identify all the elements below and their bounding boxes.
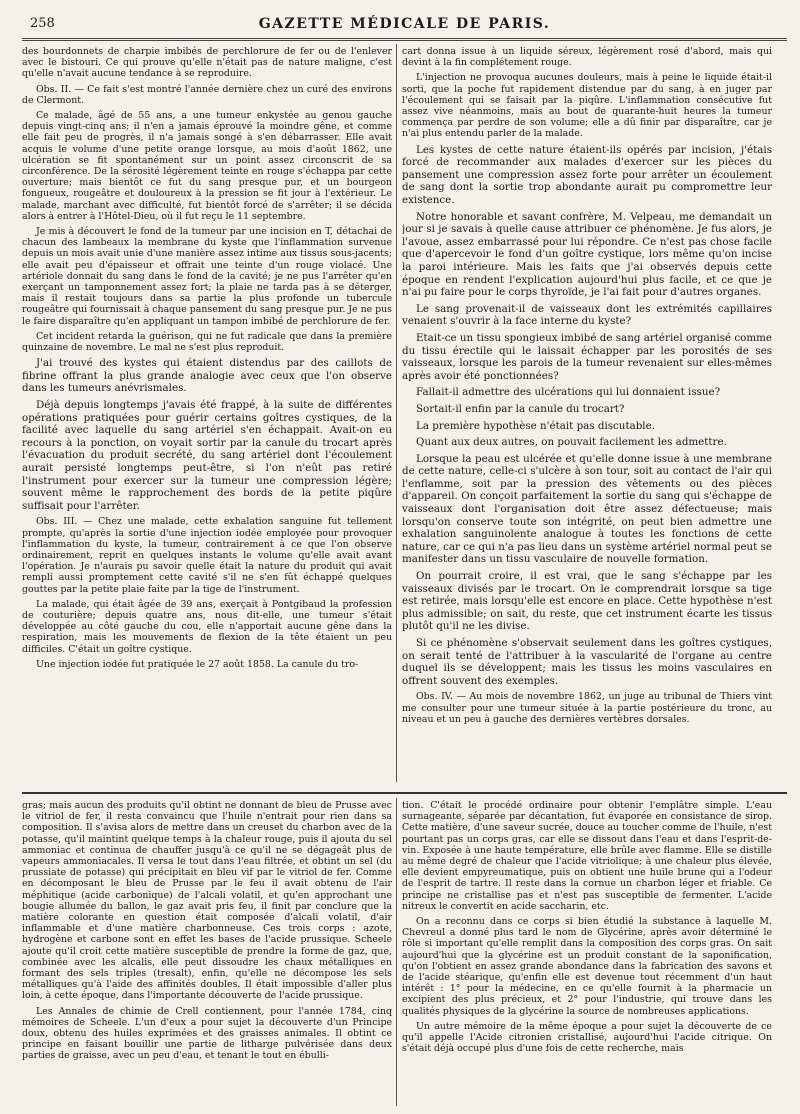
paragraph: La première hypothèse n'était pas discutable. bbox=[416, 419, 655, 432]
column-divider-bottom bbox=[396, 798, 397, 1106]
paragraph: Les kystes de cette nature étaient-ils opérés par incision, j'étais forcé de recommander aux malades d'exercer sur les pièces du pansement une compression assez forte pour arrêter un écoulement de sang dont la sortie trop abondante aurait pu compromettre leur existence. bbox=[402, 143, 772, 206]
obs-paragraph: Obs. IV. — Au mois de novembre 1862, un juge au tribunal de Thiers vint me consulter pour une tumeur située à la partie postérieure du tronc, au niveau et un peu à gauche des dernières vertèbres dorsales. bbox=[402, 691, 772, 725]
paragraph: Quant aux deux autres, on pouvait facilement les admettre. bbox=[416, 436, 727, 449]
paragraph: Lorsque la peau est ulcérée et qu'elle donne issue à une membrane de cette nature, celle-ci s'ulcère à son tour, soit au contact de l'air qui l'enflamme, soit par la pression des vêtements ou des pièces d'appareil. On conçoit parfaitement la sortie du sang qui s'échappe de vaisseaux dont l'organisation doit être assez défectueuse; mais lorsqu'on conserve toute son intégrité, on peut bien admettre une exhalation sanguinolente analogue à toutes les fonctions de cette nature, car ce qui n'a pas lieu dans un système artériel normal peut se manifester dans un tissu vasculaire de nouvelle formation. bbox=[402, 452, 772, 566]
bottom-right-column bbox=[402, 800, 772, 1106]
header-rule bbox=[22, 38, 787, 39]
top-left-column bbox=[22, 46, 392, 776]
header-rule-double bbox=[22, 40, 787, 41]
column-divider bbox=[396, 44, 397, 782]
paragraph: Sortait-il enfin par la canule du trocart? bbox=[416, 402, 625, 415]
paragraph: des bourdonnets de charpie imbibés de perchlorure de fer ou de l'enlever avec le bistouri. Ce qui prouve qu'elle n'était pas de nature maligne, c'est qu'elle n'avait aucune tendance à se reproduire. bbox=[22, 46, 392, 80]
obs-paragraph: Obs. III. — Chez une malade, cette exhalation sanguine fut tellement prompte, qu'après la sortie d'une injection iodée employée pour provoquer l'inflammation du kyste, la tumeur, contrairement à ce que l'on observe ordinairement, reprit en quelques instants le volume qu'elle avait avant l'opération. Je n'aurais pu savoir quelle était la nature du produit qui avait rempli aussi promptement cette cavité s'il ne s'en fût échappé quelques gouttes par la petite plaie faite par la tige de l'instrument. bbox=[22, 516, 392, 595]
bottom-left-column bbox=[22, 800, 392, 1106]
paragraph: J'ai trouvé des kystes qui étaient distendus par des caillots de fibrine offrant la plus grande analogie avec ceux que l'on observe dans les tumeurs anévrismales. bbox=[22, 357, 392, 395]
paragraph: On a reconnu dans ce corps si bien étudié la substance à laquelle M. Chevreul a donné plus tard le nom de Glycérine, après avoir déterminé le rôle si important qu'elle remplit dans la composition des corps gras. On sait aujourd'hui que la glycérine est un produit constant de la saponification, qu'on l'obtient en assez grande abondance dans la fabrication des savons et de l'acide stéarique, qu'enfin elle est devenue tout récemment d'un haut intérêt : 1° pour la médecine, en ce qu'elle fournit à la pharmacie un excipient des plus précieux, et 2° pour l'industrie, qui trouve dans les qualités physiques de la glycérine la source de nombreuses applications. bbox=[402, 916, 772, 1017]
paragraph: cart donna issue à un liquide séreux, légèrement rosé d'abord, mais qui devint à la fin complétement rouge. bbox=[402, 46, 772, 69]
paragraph: L'injection ne provoqua aucunes douleurs, mais à peine le liquide était-il sorti, que la poche fut rapidement distendue par du sang, à en juger par l'écoulement qui se faisait par la piqûre. L'inflammation consécutive fut assez vive néanmoins, mais au bout de quarante-huit heures la tumeur commença par perdre de son volume; elle a dû finir par disparaître, car je n'ai plus entendu parler de la malade. bbox=[402, 72, 772, 140]
paragraph: La malade, qui était âgée de 39 ans, exerçait à Pontgibaud la profession de couturière; depuis quatre ans, nous dit-elle, une tumeur s'était développée au côté gauche du cou, elle n'apportait aucune gêne dans la respiration, mais les mouvements de flexion de la tête étaient un peu difficiles. C'était un goître cystique. bbox=[22, 598, 392, 655]
paragraph: Fallait-il admettre des ulcérations qui lui donnaient issue? bbox=[416, 386, 721, 399]
paragraph: Une injection iodée fut pratiquée le 27 août 1858. La canule du tro- bbox=[36, 658, 359, 670]
section-divider bbox=[22, 792, 787, 794]
paragraph: Les Annales de chimie de Crell contiennent, pour l'année 1784, cinq mémoires de Scheele. L'un d'eux a pour sujet la découverte d'un Principe doux, obtenu des huiles exprimées et des graisses animales. Il obtint ce principe en faisant bouillir une partie de litharge pulvérisée dans deux parties de graisse, avec un peu d'eau, et tenant le tout en ébulli- bbox=[22, 1005, 392, 1062]
paragraph: tion. C'était le procédé ordinaire pour obtenir l'emplâtre simple. L'eau surnageante, séparée par décantation, fut évaporée en consistance de sirop. Cette matière, d'une saveur sucrée, douce au toucher comme de l'huile, n'est pourtant pas un corps gras, car elle se dissout dans l'eau et dans l'esprit-de-vin. Exposée à une haute température, elle brûle avec flamme. Elle se distille au même degré de chaleur que l'acide vitriolique; à une chaleur plus élevée, elle devient empyreumatique, puis on obtient une huile brune qui a l'odeur de l'esprit de tartre. Il reste dans la cornue un charbon léger et friable. Ce principe ne cristallise pas et n'est pas susceptible de fermenter. L'acide nitreux le convertit en acide saccharin, etc. bbox=[402, 800, 772, 912]
paragraph: Notre honorable et savant confrère, M. Velpeau, me demandait un jour si je savais à quelle cause attribuer ce phénomène. Je fus alors, je l'avoue, assez embarrassé pour lui répondre. Ce n'est pas chose facile que d'apercevoir le fond d'un goître cystique, lors même qu'on incise la paroi intérieure. Mais les faits que j'ai observés depuis cette époque en rendent l'explication aujourd'hui plus facile, et ce que je n'ai pu faire pour le corps thyroïde, je l'ai fait pour d'autres organes. bbox=[402, 210, 772, 299]
obs-paragraph: Obs. II. — Ce fait s'est montré l'année dernière chez un curé des environs de Clermont. bbox=[22, 83, 392, 106]
paragraph: Si ce phénomène s'observait seulement dans les goîtres cystiques, on serait tenté de l'attribuer à la vascularité de l'organe au centre duquel ils se développent; mais les tissus les moins vasculaires en offrent souvent des exemples. bbox=[402, 637, 772, 687]
page-header bbox=[22, 14, 787, 36]
paragraph: Etait-ce un tissu spongieux imbibé de sang artériel organisé comme du tissu érectile qui le laissait échapper par les porosités de ses vaisseaux, lorsque les parois de la tumeur revenaient sur elles-mêmes après avoir été ponctionnées? bbox=[402, 331, 772, 382]
top-right-column bbox=[402, 46, 772, 776]
paragraph: Le sang provenait-il de vaisseaux dont les extrémités capillaires venaient s'ouvrir à la face interne du kyste? bbox=[402, 302, 772, 328]
paragraph: Ce malade, âgé de 55 ans, a une tumeur enkystée au genou gauche depuis vingt-cinq ans; il n'en a jamais éprouvé la moindre gêne, et comme elle fait peu de progrès, il n'a jamais songé à s'en débarrasser. Elle avait acquis le volume d'une petite orange lorsque, au mois d'août 1862, une ulcération se fit spontanément sur un point assez circonscrit de sa circonférence. De la sérosité légèrement teinte en rouge s'échappa par cette ouverture; mais bientôt ce fut du sang presque pur, et un bourgeon fongueux, rougeâtre et douloureux à la pression se fit jour à l'extérieur. Le malade, marchant avec difficulté, fut bientôt forcé de s'arrêter; il se décida alors à entrer à l'Hôtel-Dieu, où il fut reçu le 11 septembre. bbox=[22, 110, 392, 222]
paragraph: Déjà depuis longtemps j'avais été frappé, à la suite de différentes opérations pratiquées pour guérir certains goîtres cystiques, de la facilité avec laquelle du sang artériel s'en échappait. Avait-on eu recours à la ponction, on voyait sortir par la canule du trocart après l'évacuation du produit secrété, du sang artériel dont l'écoulement aurait persisté longtemps peut-être, si l'on n'eût pas retiré l'instrument pour exercer sur la tumeur une compression légère; souvent même le rapprochement des bords de la petite piqûre suffisait pour l'arrêter. bbox=[22, 399, 392, 512]
page-number: 258 bbox=[30, 16, 55, 31]
paragraph: gras; mais aucun des produits qu'il obtint ne donnant de bleu de Prusse avec le vitriol de fer, il resta convaincu que l'huile n'entrait pour rien dans sa composition. Il s'avisa alors de mettre dans un creuset du charbon avec de la potasse, qu'il maintint quelque temps à la chaleur rouge, puis il ajouta du sel ammoniac et continua de chauffer jusqu'à ce qu'il ne se dégageât plus de vapeurs ammoniacales. Il versa le tout dans l'eau filtrée, et obtint un sel (du prussiate de potasse) qui précipitait en bleu vif par le vitriol de fer. Comme en décomposant le bleu de Prusse par le feu il avait obtenu de l'air méphitique (acide carbonique) de l'alcali volatil, et qu'en approchant une bougie allumée du ballon, le gaz avait pris feu, il finit par conclure que la matière colorante en question était composée d'alcali volatil, d'air inflammable et d'une matière charbonneuse. Ces trois corps : azote, hydrogène et carbone sont en effet les bases de l'acide prussique. Scheele ajoute qu'il croit cette matière susceptible de prendre la forme de gaz, que, combinée avec les alcalis, elle peut dissoudre les chaux métalliques en formant des sels triples (tresalt), enfin, qu'elle ne décompose les sels métalliques qu'à l'aide des affinités doubles. Il était impossible d'aller plus loin, à cette époque, dans l'importante découverte de l'acide prussique. bbox=[22, 800, 392, 1002]
paragraph: Cet incident retarda la guérison, qui ne fut radicale que dans la première quinzaine de novembre. Le mal ne s'est plus reproduit. bbox=[22, 330, 392, 354]
paragraph: On pourrait croire, il est vrai, que le sang s'échappe par les vaisseaux divisés par le trocart. On le comprendrait lorsque sa tige est retirée, mais lorsqu'elle est encore en place. Cette hypothèse n'est plus admissible; on sait, du reste, que cet instrument écarte les tissus plutôt qu'il ne les divise. bbox=[402, 570, 772, 633]
journal-title: GAZETTE MÉDICALE DE PARIS. bbox=[258, 16, 551, 32]
paragraph: Un autre mémoire de la même époque a pour sujet la découverte de ce qu'il appelle l'Acide citronien cristallisé, aujourd'hui l'acide citrique. On s'était déjà occupé plus d'une fois de cette recherche, mais bbox=[402, 1020, 772, 1055]
paragraph: Je mis à découvert le fond de la tumeur par une incision en T, détachai de chacun des lambeaux la membrane du kyste que l'inflammation survenue depuis un mois avait unie d'une manière assez intime aux tissus sous-jacents; elle avait peu d'épaisseur et offrait une teinte d'un rouge violacé. Une artériole donnait du sang dans le fond de la cavité; je ne pus l'arrêter qu'en exerçant un tamponnement assez fort; la plaie ne tarda pas à se déterger, mais il restait toujours dans sa partie la plus profonde un tubercule rougeâtre qui fournissait à chaque pansement du sang presque pur. Je ne pus le faire disparaître qu'en appliquant un tampon imbibé de perchlorure de fer. bbox=[22, 226, 392, 327]
